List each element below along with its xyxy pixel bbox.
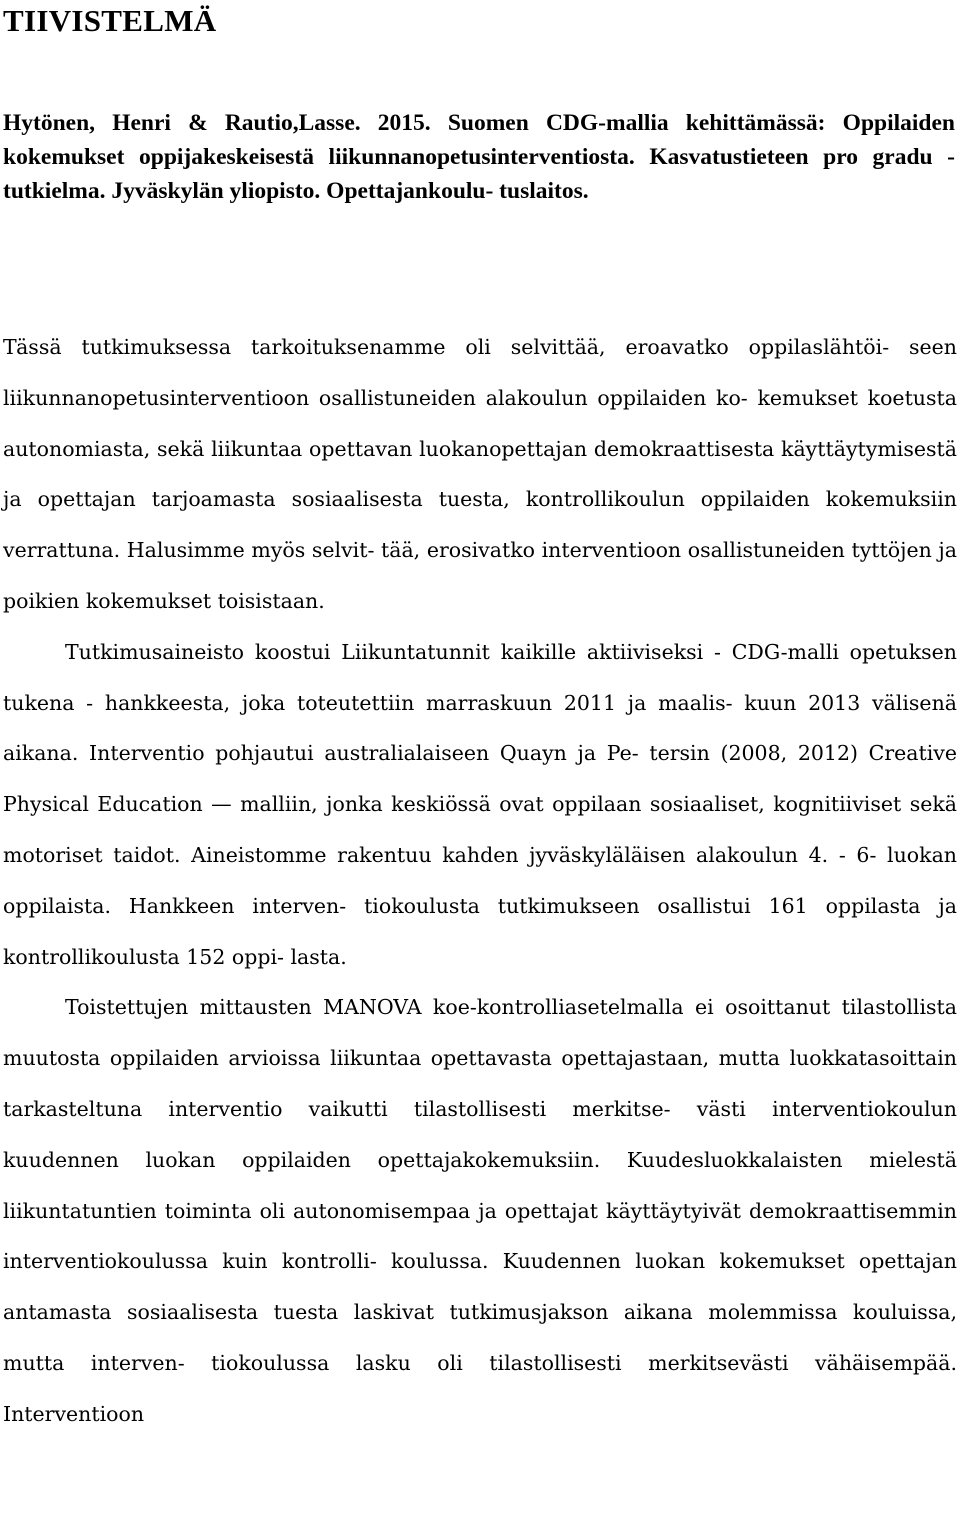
abstract-heading: TIIVISTELMÄ [3, 3, 217, 38]
abstract-body [3, 322, 957, 1440]
abstract-paragraph-results: Toistettujen mittausten MANOVA koe-kontrolliasetelmalla ei osoittanut tilastollista muutosta oppilaiden arvioissa liikuntaa opettavasta opettajastaan, mutta luokkatasoittain tarkasteltuna interventio vaikutti tilastollisesti merkitse- västi interventiokoulun kuudennen luokan oppilaiden opettajakokemuksiin. Kuudesluokkalaisten mielestä liikuntatuntien toiminta oli autonomisempaa ja opettajat käyttäytyivät demokraattisemmin interventiokoulussa kuin kontrolli- koulussa. Kuudennen luokan kokemukset opettajan antamasta sosiaalisesta tuesta laskivat tutkimusjakson aikana molemmissa kouluissa, mutta interven- tiokoulussa lasku oli tilastollisesti merkitsevästi vähäisempää. Interventioon [3, 995, 957, 1426]
bibliographic-citation: Hytönen, Henri & Rautio,Lasse. 2015. Suomen CDG-mallia kehittämässä: Oppilaiden kokemukset oppijakeskeisestä liikunnanopetusinterventiosta. Kasvatustieteen pro gradu -tutkielma. Jyväskylän yliopisto. Opettajankoulu- tuslaitos. [3, 110, 955, 204]
abstract-paragraph-purpose: Tässä tutkimuksessa tarkoituksenamme oli selvittää, eroavatko oppilaslähtöi- seen liikunnanopetusinterventioon osallistuneiden alakoulun oppilaiden ko- kemukset koetusta autonomiasta, sekä liikuntaa opettavan luokanopettajan demokraattisesta käyttäytymisestä ja opettajan tarjoamasta sosiaalisesta tuesta, kontrollikoulun oppilaiden kokemuksiin verrattuna. Halusimme myös selvit- tää, erosivatko interventioon osallistuneiden tyttöjen ja poikien kokemukset toisistaan. [3, 335, 957, 613]
abstract-paragraph-data: Tutkimusaineisto koostui Liikuntatunnit kaikille aktiiviseksi - CDG-malli opetuksen tukena - hankkeesta, joka toteutettiin marraskuun 2011 ja maalis- kuun 2013 välisenä aikana. Interventio pohjautui australialaiseen Quayn ja Pe- tersin (2008, 2012) Creative Physical Education — malliin, jonka keskiössä ovat oppilaan sosiaaliset, kognitiiviset sekä motoriset taidot. Aineistomme rakentuu kahden jyväskyläläisen alakoulun 4. - 6- luokan oppilaista. Hankkeen interven- tiokoulusta tutkimukseen osallistui 161 oppilasta ja kontrollikoulusta 152 oppi- lasta. [3, 639, 957, 969]
